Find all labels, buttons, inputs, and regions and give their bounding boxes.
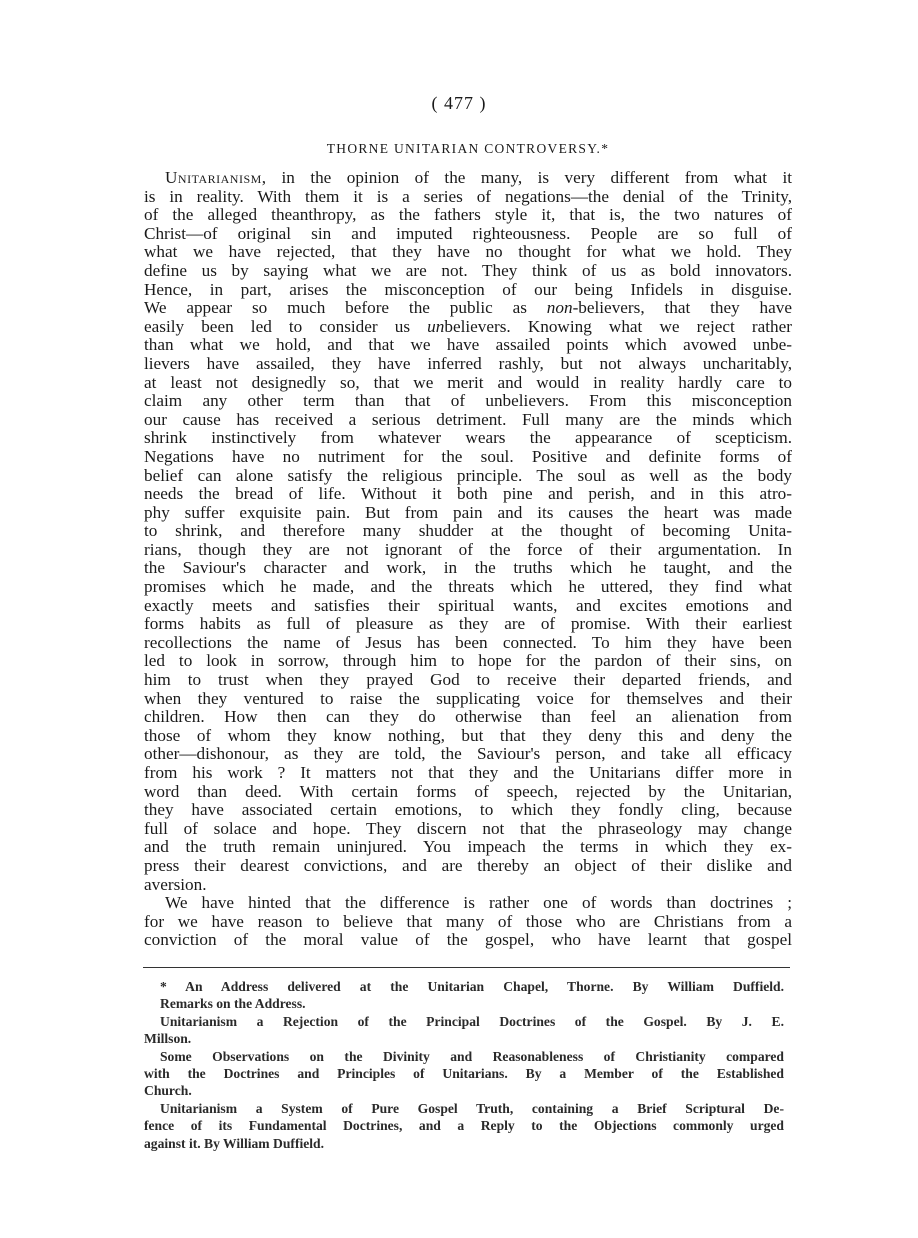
text-line: those of whom they know nothing, but that they deny this and deny the bbox=[144, 725, 792, 745]
footnote-line: against it. By William Duffield. bbox=[144, 1135, 325, 1151]
text-line: other—dishonour, as they are told, the Saviour's person, and take all efficacy bbox=[144, 744, 792, 764]
text-line: they have associated certain emotions, to which they fondly cling, because bbox=[144, 800, 792, 820]
text-line: is in reality. With them it is a series of negations—the denial of the Trinity, bbox=[144, 186, 792, 206]
page-number: ( 477 ) bbox=[431, 93, 487, 113]
text-line: at least not designedly so, that we merit and would in reality hardly care to bbox=[144, 372, 792, 392]
text-line: than what we hold, and that we have assailed points which avowed unbe- bbox=[144, 335, 792, 355]
footnote-line: fence of its Fundamental Doctrines, and a Reply to the Objections commonly urged bbox=[144, 1118, 784, 1134]
text-line: Christ—of original sin and imputed righteousness. People are so full of bbox=[144, 223, 792, 243]
italic-emphasis: non bbox=[546, 298, 573, 318]
text-line: children. How then can they do otherwise than feel an alienation from bbox=[144, 707, 792, 727]
footnote-line: Unitarianism a System of Pure Gospel Truth, containing a Brief Scriptural De- bbox=[160, 1100, 784, 1116]
text-line: Negations have no nutriment for the soul. Positive and definite forms of bbox=[144, 446, 792, 466]
text-line: of the alleged theanthropy, as the fathers style it, that is, the two natures of bbox=[144, 205, 792, 225]
footnote-line: with the Doctrines and Principles of Unitarians. By a Member of the Established bbox=[144, 1065, 784, 1081]
article-title: THORNE UNITARIAN CONTROVERSY.* bbox=[326, 141, 610, 156]
text-line: when they ventured to raise the supplicating voice for themselves and their bbox=[144, 688, 792, 708]
text-line: what we have rejected, that they have no thought for what we hold. They bbox=[144, 242, 792, 262]
text-line: shrink instinctively from whatever wears the appearance of scepticism. bbox=[144, 428, 792, 448]
text-line: phy suffer exquisite pain. But from pain and its causes the heart was made bbox=[144, 502, 792, 522]
text-line: him to trust when they prayed God to receive their departed friends, and bbox=[144, 670, 792, 690]
text-line: needs the bread of life. Without it both pine and perish, and in this atro- bbox=[144, 484, 792, 504]
text-line: to shrink, and therefore many shudder at the thought of becoming Unita- bbox=[144, 521, 792, 541]
lead-word: Unitarianism bbox=[165, 168, 262, 187]
text-line: press their dearest convictions, and are thereby an object of their dislike and bbox=[144, 855, 792, 875]
text-line: conviction of the moral value of the gospel, who have learnt that gospel bbox=[144, 930, 792, 950]
text-line: belief can alone satisfy the religious principle. The soul as well as the body bbox=[144, 465, 792, 485]
footnotes bbox=[144, 978, 784, 1152]
text-line: aversion. bbox=[144, 874, 207, 894]
text-line: our cause has received a serious detriment. Full many are the minds which bbox=[144, 409, 792, 429]
text-line: led to look in sorrow, through him to hope for the pardon of their sins, on bbox=[144, 651, 792, 671]
text-line: full of solace and hope. They discern not that the phraseology may change bbox=[144, 818, 792, 838]
text-line: We have hinted that the difference is rather one of words than doctrines ; bbox=[165, 893, 792, 913]
text-line: Unitarianism, in the opinion of the many, is very different from what it bbox=[165, 168, 792, 187]
text-line: from his work ? It matters not that they and the Unitarians differ more in bbox=[144, 763, 792, 782]
text-line: easily been led to consider us unbelievers. Knowing what we reject rather bbox=[144, 316, 792, 336]
text-line: word than deed. With certain forms of speech, rejected by the Unitarian, bbox=[144, 781, 792, 801]
text-line: forms habits as full of pleasure as they are of promise. With their earliest bbox=[144, 614, 792, 634]
text-line: rians, though they are not ignorant of the force of their argumentation. In bbox=[144, 539, 792, 559]
text-line: Hence, in part, arises the misconception of our being Infidels in disguise. bbox=[144, 279, 792, 299]
text-line: We appear so much before the public as non-believers, that they have bbox=[144, 298, 793, 318]
footnote-divider bbox=[143, 967, 790, 968]
text-line: promises which he made, and the threats which he uttered, they find what bbox=[144, 577, 792, 597]
text-line: define us by saying what we are not. They think of us as bold innovators. bbox=[144, 260, 792, 280]
text-line: for we have reason to believe that many of those who are Christians from a bbox=[144, 911, 792, 931]
footnote-line: Remarks on the Address. bbox=[160, 996, 306, 1012]
footnote-line: * An Address delivered at the Unitarian Chapel, Thorne. By William Duffield. bbox=[160, 979, 784, 994]
text-line: and the truth remain uninjured. You impeach the terms in which they ex- bbox=[144, 837, 792, 857]
italic-emphasis: un bbox=[427, 316, 445, 336]
text-line: recollections the name of Jesus has been connected. To him they have been bbox=[144, 632, 792, 652]
article-body bbox=[144, 169, 792, 950]
text-line: exactly meets and satisfies their spiritual wants, and excites emotions and bbox=[144, 595, 792, 615]
text-line: lievers have assailed, they have inferred rashly, but not always uncharitably, bbox=[144, 353, 792, 373]
text-line: the Saviour's character and work, in the truths which he taught, and the bbox=[144, 558, 792, 578]
footnote-line: Church. bbox=[144, 1083, 192, 1099]
footnote-line: Millson. bbox=[144, 1031, 192, 1047]
footnote-line: Some Observations on the Divinity and Reasonableness of Christianity compared bbox=[160, 1048, 784, 1064]
text-line: claim any other term than that of unbelievers. From this misconception bbox=[144, 391, 792, 411]
footnote-line: Unitarianism a Rejection of the Principal Doctrines of the Gospel. By J. E. bbox=[160, 1013, 784, 1029]
